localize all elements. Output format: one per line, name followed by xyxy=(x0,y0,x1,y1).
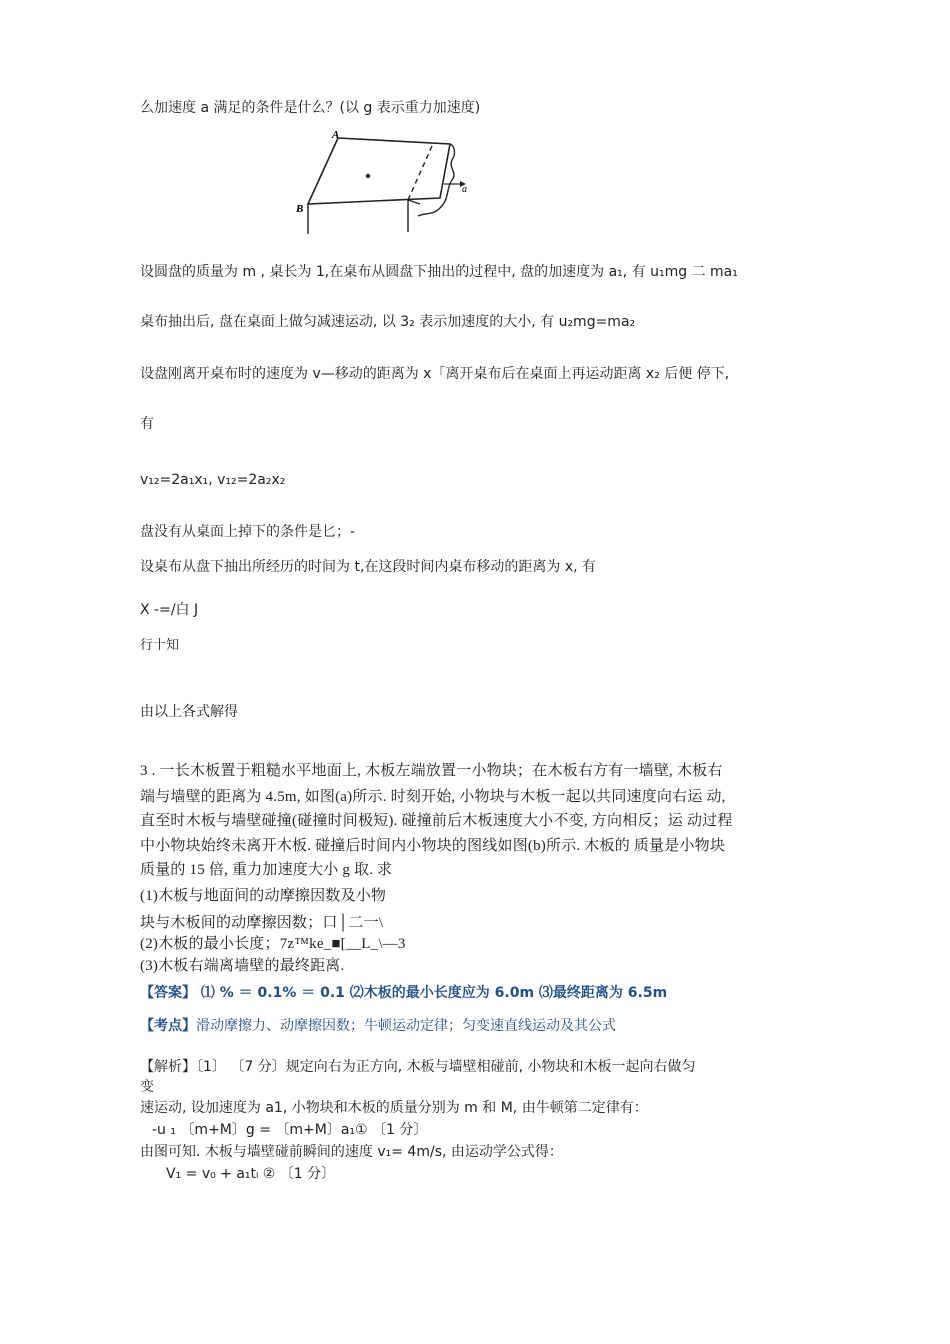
table-front-edge xyxy=(408,200,420,204)
label-a: A xyxy=(332,129,340,141)
line-10: 行十知 xyxy=(140,638,180,653)
analysis-line-3: 速运动, 设加速度为 a1, 小物块和木板的质量分别为 m 和 M, 由牛顿第二定律有： xyxy=(140,1100,648,1116)
torn-edge xyxy=(418,144,454,216)
line-9: X -=/白 J xyxy=(140,602,199,618)
problem-line-8: (2)木板的最小长度；7z™ke_■[__L_\—3 xyxy=(140,936,406,952)
analysis-line-5: 由图可知. 木板与墙壁碰前瞬间的速度 v₁= 4m/s, 由运动学公式得： xyxy=(140,1144,563,1160)
line-8: 设桌布从盘下抽出所经历的时间为 t,在这段时间内桌布移动的距离为 x, 有 xyxy=(140,559,597,575)
line-6: v₁₂=2a₁x₁, v₁₂=2a₂x₂ xyxy=(140,472,286,488)
line-7: 盘没有从桌面上掉下的条件是匕；- xyxy=(140,524,356,540)
kaodian-text: 滑动摩擦力、动摩擦因数；牛顿运动定律；匀变速直线运动及其公式 xyxy=(196,1018,616,1034)
analysis-line-4: -u ₁ 〔m+M〕g = 〔m+M〕a₁① 〔1 分〕 xyxy=(152,1122,428,1138)
problem-line-2: 端与墙壁的距离为 4.5m, 如图(a)所示. 时刻开始, 小物块与木板一起以共同速度向右运 动, xyxy=(140,789,726,805)
problem-line-9: (3)木板右端离墙壁的最终距离. xyxy=(140,958,345,974)
analysis-line-2: 变 xyxy=(140,1079,154,1095)
analysis-line-1: 【解析】〔1〕 〔7 分〕规定向右为正方向, 木板与墙壁相碰前, 小物块和木板一起向右做匀 xyxy=(140,1059,696,1075)
problem-line-4: 中小物块始终未离开木板. 碰撞后时间内小物块的图线如图(b)所示. 木板的 质量是小物块 xyxy=(140,838,726,854)
analysis-line-6: V₁ = v₀ + a₁tₗ ② 〔1 分〕 xyxy=(166,1166,336,1182)
disc-dot xyxy=(366,174,370,178)
table-diagram xyxy=(290,128,480,236)
line-1: 么加速度 a 满足的条件是什么？(以 g 表示重力加速度) xyxy=(140,100,481,116)
kaodian-line xyxy=(140,1016,616,1036)
problem-line-3: 直至时木板与墙壁碰撞(碰撞时间极短). 碰撞前后木板速度大小不变, 方向相反；运 动过程 xyxy=(140,813,733,829)
line-5: 有 xyxy=(140,416,154,432)
kaodian-label: 【考点】 xyxy=(140,1018,196,1034)
label-arrow: a xyxy=(462,184,467,195)
problem-line-6: (1)木板与地面间的动摩擦因数及小物 xyxy=(140,888,387,904)
answer-line: 【答案】 ⑴ % ＝ 0.1% ＝ 0.1 ⑵木板的最小长度应为 6.0m ⑶最终距离为 6.5m xyxy=(140,985,668,1001)
tablecloth-shape xyxy=(308,138,450,204)
line-3: 桌布抽出后, 盘在桌面上做匀减速运动, 以 3₂ 表示加速度的大小, 有 u₂mg=ma₂ xyxy=(140,314,636,330)
cloth-dashed-edge xyxy=(408,146,432,200)
problem-line-5: 质量的 15 倍, 重力加速度大小 g 取. 求 xyxy=(140,862,393,878)
line-4: 设盘刚离开桌布时的速度为 v—移动的距离为 x「离开桌布后在桌面上再运动距离 x₂ 后便 停下, xyxy=(140,366,730,382)
problem-line-1: 3 . 一长木板置于粗糙水平地面上, 木板左端放置一小物块；在木板右方有一墙壁, 木板右 xyxy=(140,763,723,779)
problem-line-7: 块与木板间的动摩擦因数；口│二一\ xyxy=(140,915,384,931)
label-b: B xyxy=(296,203,304,215)
line-2: 设圆盘的质量为 m , 桌长为 1,在桌布从圆盘下抽出的过程中, 盘的加速度为 a₁, 有 u₁mg 二 ma₁ xyxy=(140,264,738,280)
line-11: 由以上各式解得 xyxy=(140,704,238,720)
